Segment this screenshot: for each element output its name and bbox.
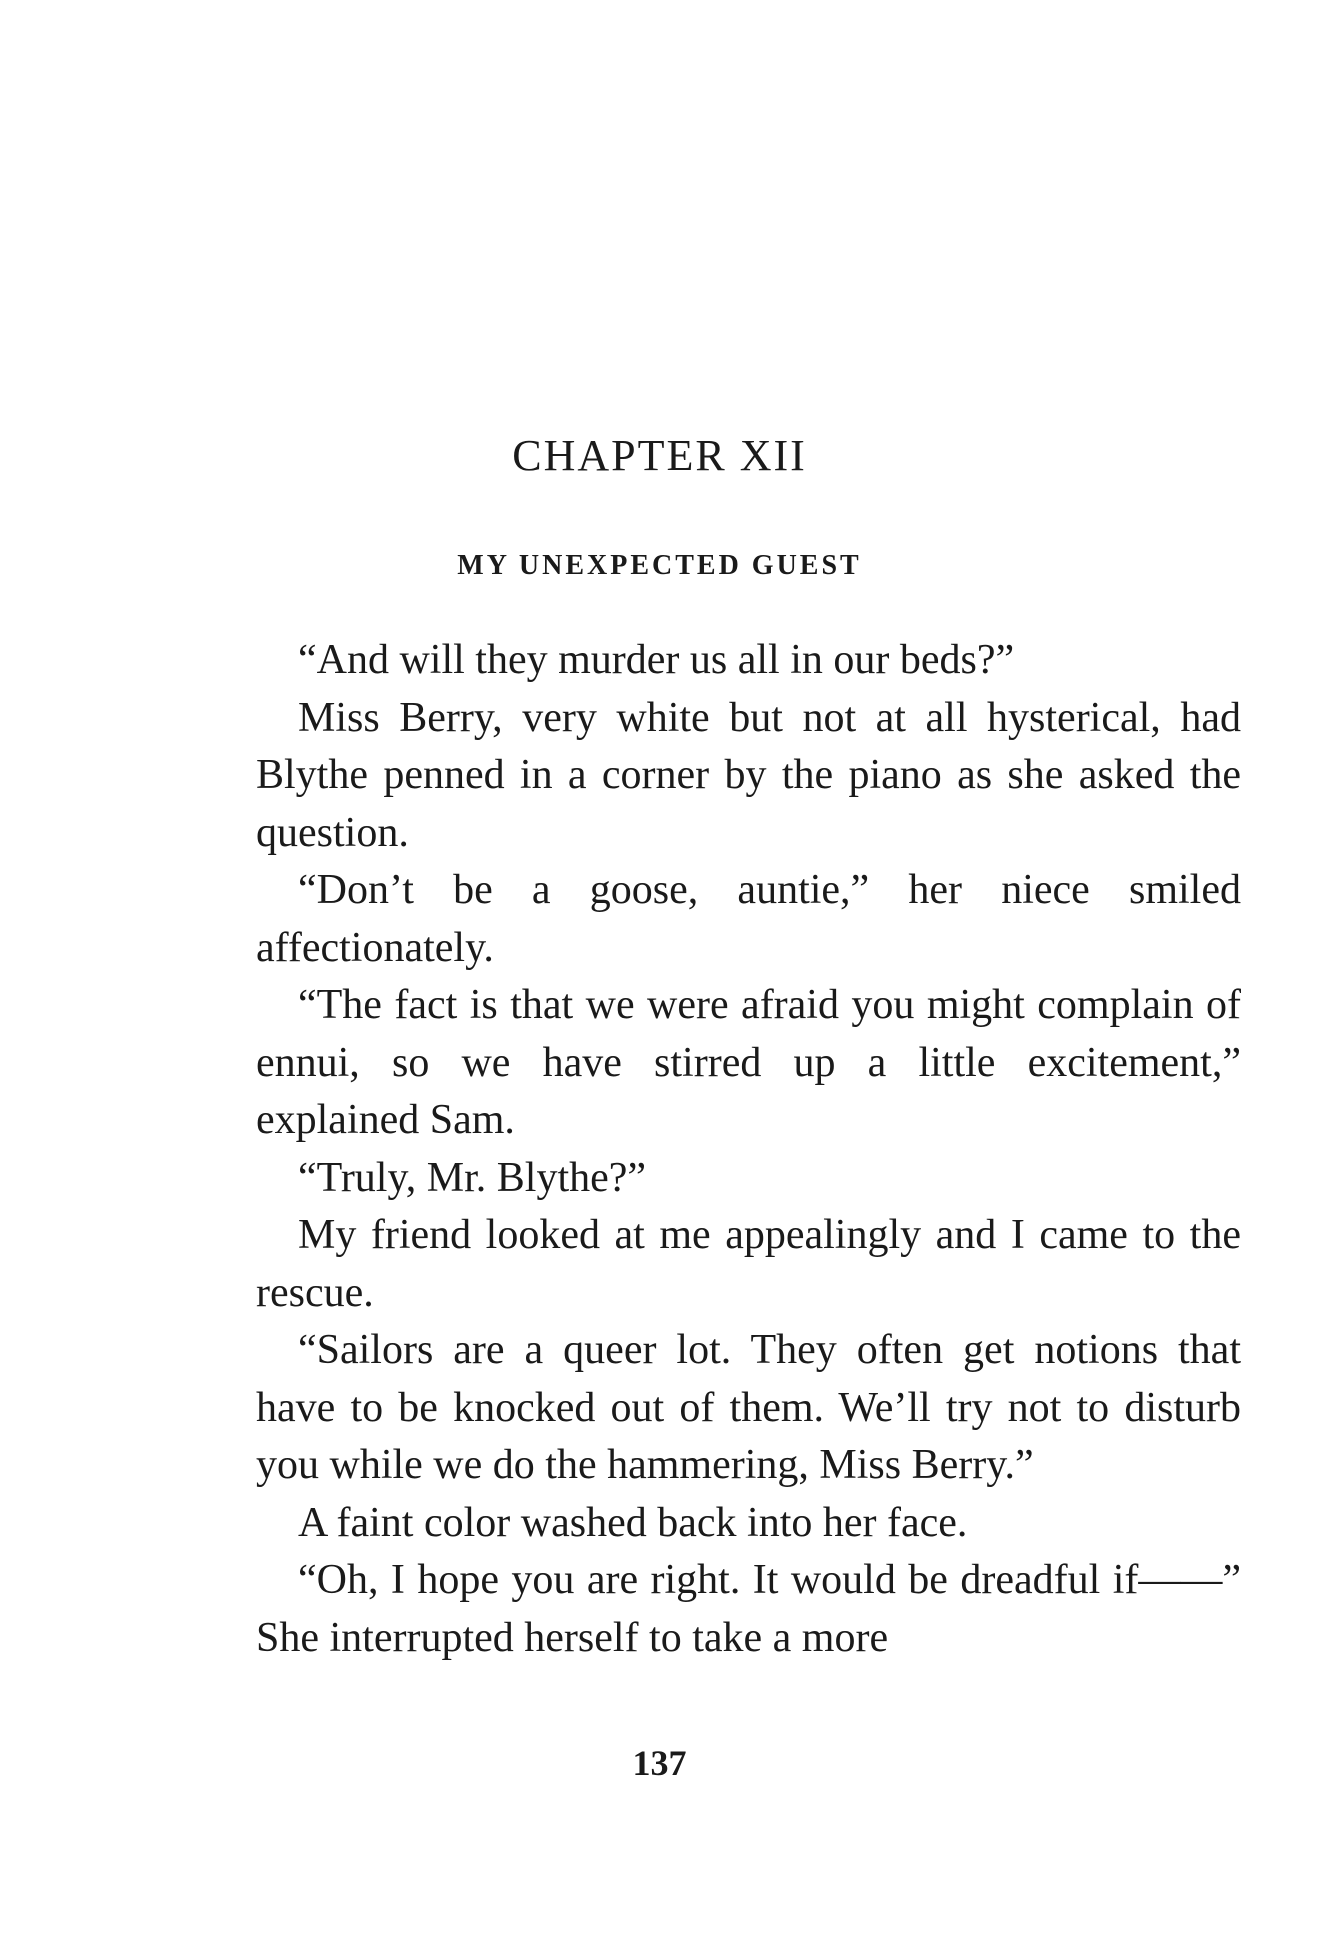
paragraph: “Oh, I hope you are right. It would be dreadful if——” She interrupted herself to take a more	[256, 1557, 1241, 1661]
paragraph: “Truly, Mr. Blythe?”	[298, 1154, 647, 1201]
paragraph: “Don’t be a goose, auntie,” her niece smiled affectionately.	[256, 867, 1241, 971]
paragraph: A faint color washed back into her face.	[298, 1499, 968, 1546]
body-text	[256, 632, 1241, 1667]
paragraph: Miss Berry, very white but not at all hysterical, had Blythe penned in a corner by the piano as she asked the question.	[256, 694, 1241, 856]
chapter-subtitle: MY UNEXPECTED GUEST	[457, 550, 862, 581]
paragraph: “Sailors are a queer lot. They often get notions that have to be knocked out of them. We’ll try not to disturb you while we do the hammering, Miss Berry.”	[256, 1327, 1241, 1488]
page-number: 137	[632, 1743, 687, 1783]
paragraph: “And will they murder us all in our beds?”	[298, 637, 1015, 683]
paragraph: My friend looked at me appealingly and I came to the rescue.	[256, 1212, 1241, 1316]
paragraph: “The fact is that we were afraid you might complain of ennui, so we have stirred up a little excitement,” explained Sam.	[256, 982, 1241, 1143]
chapter-title: CHAPTER XII	[512, 431, 807, 480]
